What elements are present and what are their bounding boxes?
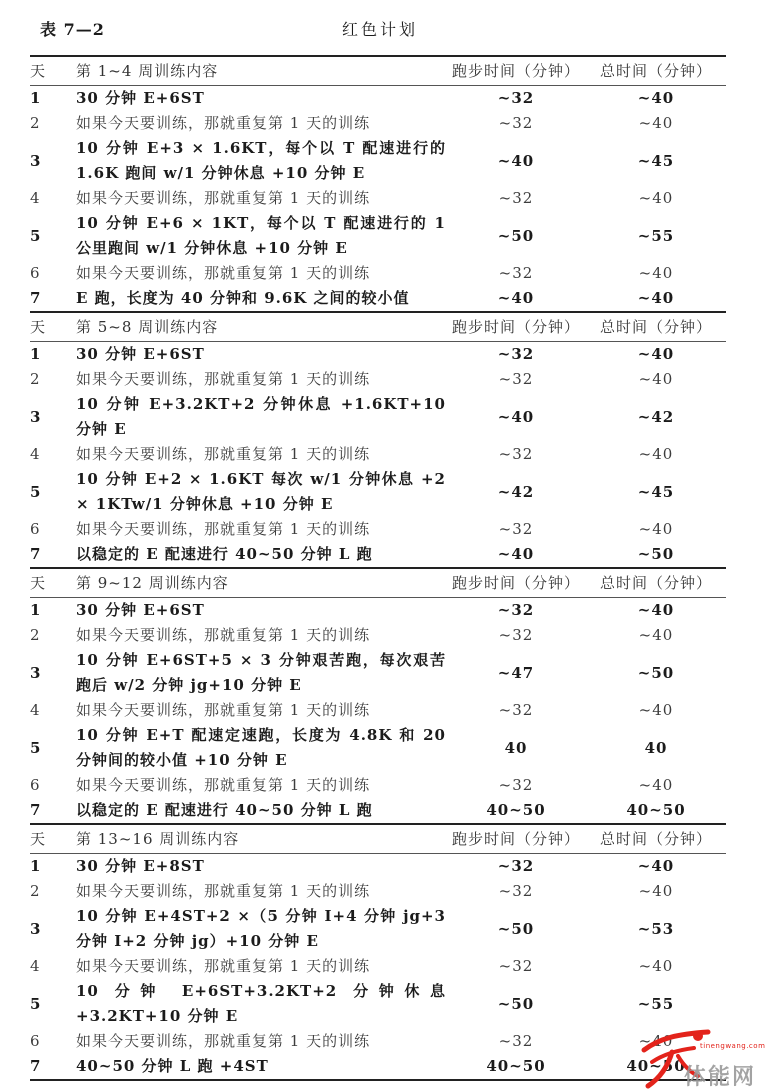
workout-content: 10 分钟 E+2 × 1.6KT 每次 w/1 分钟休息 +2 × 1KTw/1 分钟休息 +10 分钟 E <box>76 470 446 513</box>
day-number: 2 <box>30 626 41 644</box>
table-caption <box>40 19 730 43</box>
day-number: 2 <box>30 114 41 132</box>
table-row <box>30 979 726 1029</box>
run-time-value: ~32 <box>498 882 534 900</box>
weeks-9-12-section <box>30 568 726 824</box>
workout-content: 10 分钟 E+4ST+2 ×（5 分钟 I+4 分钟 jg+3 分钟 I+2 分钟 jg）+10 分钟 E <box>76 907 446 950</box>
workout-content: 如果今天要训练，那就重复第 1 天的训练 <box>76 520 371 538</box>
workout-content: E 跑，长度为 40 分钟和 9.6K 之间的较小值 <box>76 289 410 307</box>
day-number: 1 <box>30 89 42 107</box>
day-number: 2 <box>30 370 41 388</box>
day-column-header: 天 <box>30 312 76 342</box>
run-time-value: ~32 <box>498 626 534 644</box>
workout-content: 如果今天要训练，那就重复第 1 天的训练 <box>76 957 371 975</box>
day-number: 7 <box>30 289 42 307</box>
workout-content: 10 分钟 E+3.2KT+2 分钟休息 +1.6KT+10 分钟 E <box>76 395 446 438</box>
total-time-value: ~40 <box>638 1032 674 1050</box>
day-number: 3 <box>30 919 42 938</box>
workout-content: 如果今天要训练，那就重复第 1 天的训练 <box>76 370 371 388</box>
workout-content: 如果今天要训练，那就重复第 1 天的训练 <box>76 264 371 282</box>
table-row <box>30 136 726 186</box>
workout-content: 如果今天要训练，那就重复第 1 天的训练 <box>76 189 371 207</box>
day-number: 6 <box>30 264 41 282</box>
total-time-value: ~40 <box>637 89 675 107</box>
weeks-1-4-section <box>30 56 726 312</box>
weeks-5-8-section <box>30 312 726 568</box>
total-time-header: 总时间（分钟） <box>586 568 726 598</box>
table-row <box>30 798 726 824</box>
run-time-value: 40~50 <box>446 1054 586 1080</box>
total-time-value: ~40 <box>637 857 675 875</box>
run-time-value: ~40 <box>497 545 535 563</box>
watermark-url: tinengwang.com <box>700 1042 766 1050</box>
table-row <box>30 286 726 312</box>
run-time-value: ~32 <box>498 370 534 388</box>
total-time-value: ~40 <box>638 776 674 794</box>
table-row <box>30 954 726 979</box>
total-time-value: ~40 <box>638 189 674 207</box>
day-number: 1 <box>30 857 42 875</box>
total-time-value: ~40 <box>637 601 675 619</box>
run-time-value: ~40 <box>497 407 535 426</box>
table-row <box>30 367 726 392</box>
run-time-header: 跑步时间（分钟） <box>446 56 586 86</box>
day-number: 4 <box>30 445 41 463</box>
total-time-value: ~50 <box>637 663 675 682</box>
total-time-value: ~40 <box>638 520 674 538</box>
run-time-value: ~32 <box>498 445 534 463</box>
table-row <box>30 467 726 517</box>
day-number: 5 <box>30 482 42 501</box>
run-time-value: ~40 <box>497 289 535 307</box>
total-time-value: ~40 <box>638 370 674 388</box>
run-time-value: ~32 <box>498 114 534 132</box>
day-number: 6 <box>30 776 41 794</box>
total-time-value: ~40 <box>638 445 674 463</box>
section-header-row <box>30 824 726 854</box>
total-time-value: ~50 <box>637 545 675 563</box>
total-time-value: ~40 <box>638 114 674 132</box>
workout-content: 如果今天要训练，那就重复第 1 天的训练 <box>76 114 371 132</box>
day-column-header: 天 <box>30 568 76 598</box>
run-time-value: 40~50 <box>486 801 546 819</box>
workout-content: 如果今天要训练，那就重复第 1 天的训练 <box>76 445 371 463</box>
total-time-value: ~55 <box>637 994 675 1013</box>
day-number: 3 <box>30 407 42 426</box>
total-time-value: ~40 <box>638 957 674 975</box>
workout-content: 10 分钟 E+3 × 1.6KT，每个以 T 配速进行的 1.6K 跑间 w/1 分钟休息 +10 分钟 E <box>76 139 446 182</box>
table-number: 表 7—2 <box>40 20 105 39</box>
run-time-value: ~32 <box>497 857 535 875</box>
day-number: 3 <box>30 663 42 682</box>
watermark-name: 体能网 <box>684 1065 757 1090</box>
section-header-row <box>30 312 726 342</box>
workout-content: 30 分钟 E+6ST <box>76 89 205 107</box>
workout-content: 10 分钟 E+6ST+5 × 3 分钟艰苦跑，每次艰苦跑后 w/2 分钟 jg+10 分钟 E <box>76 651 446 694</box>
day-number: 6 <box>30 1032 41 1050</box>
table-row <box>30 442 726 467</box>
run-time-value: ~47 <box>497 663 535 682</box>
day-column-header: 天 <box>30 824 76 854</box>
total-time-value: ~42 <box>637 407 675 426</box>
total-time-value: ~40 <box>637 345 675 363</box>
total-time-value: ~45 <box>637 482 675 501</box>
run-time-value: ~32 <box>497 345 535 363</box>
workout-content: 如果今天要训练，那就重复第 1 天的训练 <box>76 776 371 794</box>
run-time-value: ~42 <box>497 482 535 501</box>
table-row <box>30 342 726 368</box>
table-row <box>30 879 726 904</box>
total-time-header: 总时间（分钟） <box>586 56 726 86</box>
section-header-row <box>30 56 726 86</box>
weeks-content-header: 第 1~4 周训练内容 <box>76 56 446 86</box>
workout-content: 如果今天要训练，那就重复第 1 天的训练 <box>76 701 371 719</box>
table-row <box>30 598 726 624</box>
weeks-content-header: 第 13~16 周训练内容 <box>76 824 446 854</box>
run-time-value: ~50 <box>497 919 535 938</box>
run-time-value: ~32 <box>498 776 534 794</box>
run-time-value: ~32 <box>498 701 534 719</box>
table-row <box>30 648 726 698</box>
run-time-value: ~32 <box>498 957 534 975</box>
table-row <box>30 773 726 798</box>
red-plan-table <box>30 55 726 1081</box>
total-time-value: ~40 <box>638 264 674 282</box>
watermark-logo <box>638 1026 766 1090</box>
weeks-content-header: 第 9~12 周训练内容 <box>76 568 446 598</box>
day-number: 1 <box>30 601 42 619</box>
day-number: 4 <box>30 189 41 207</box>
run-time-value: ~32 <box>497 601 535 619</box>
table-row <box>30 211 726 261</box>
total-time-value: ~53 <box>637 919 675 938</box>
weeks-content-header: 第 5~8 周训练内容 <box>76 312 446 342</box>
table-row <box>30 542 726 568</box>
day-number: 1 <box>30 345 42 363</box>
day-column-header: 天 <box>30 56 76 86</box>
total-time-value: ~40 <box>638 626 674 644</box>
run-time-value: ~40 <box>497 151 535 170</box>
run-time-value: ~50 <box>497 226 535 245</box>
run-time-value: 40 <box>504 738 528 757</box>
table-row <box>30 904 726 954</box>
workout-content: 如果今天要训练，那就重复第 1 天的训练 <box>76 882 371 900</box>
workout-content: 以稳定的 E 配速进行 40~50 分钟 L 跑 <box>76 801 373 819</box>
day-number: 7 <box>30 545 42 563</box>
table-row <box>30 1029 726 1054</box>
day-number: 4 <box>30 957 41 975</box>
table-row <box>30 623 726 648</box>
total-time-header: 总时间（分钟） <box>586 824 726 854</box>
workout-content: 以稳定的 E 配速进行 40~50 分钟 L 跑 <box>76 545 373 563</box>
table-row <box>30 86 726 112</box>
table-title: 红色计划 <box>342 20 419 39</box>
run-time-value: ~32 <box>498 189 534 207</box>
run-time-header: 跑步时间（分钟） <box>446 824 586 854</box>
day-number: 7 <box>30 1054 76 1080</box>
table-row <box>30 261 726 286</box>
table-row <box>30 186 726 211</box>
workout-content: 如果今天要训练，那就重复第 1 天的训练 <box>76 626 371 644</box>
workout-content: 40~50 分钟 L 跑 +4ST <box>76 1054 446 1080</box>
day-number: 5 <box>30 994 42 1013</box>
workout-content: 30 分钟 E+6ST <box>76 345 205 363</box>
workout-content: 10 分钟 E+T 配速定速跑，长度为 4.8K 和 20 分钟间的较小值 +10 分钟 E <box>76 726 446 769</box>
workout-content: 10 分钟 E+6ST+3.2KT+2 分钟休息 +3.2KT+10 分钟 E <box>76 982 446 1025</box>
run-time-value: ~32 <box>498 264 534 282</box>
table-row <box>30 111 726 136</box>
day-number: 7 <box>30 801 42 819</box>
run-time-value: ~32 <box>498 1032 534 1050</box>
workout-content: 如果今天要训练，那就重复第 1 天的训练 <box>76 1032 371 1050</box>
table-row <box>30 698 726 723</box>
total-time-value: 40~50 <box>586 1054 726 1080</box>
total-time-value: ~45 <box>637 151 675 170</box>
workout-content: 10 分钟 E+6 × 1KT，每个以 T 配速进行的 1 公里跑间 w/1 分钟休息 +10 分钟 E <box>76 214 446 257</box>
total-time-header: 总时间（分钟） <box>586 312 726 342</box>
run-time-value: ~50 <box>497 994 535 1013</box>
run-time-value: ~32 <box>497 89 535 107</box>
day-number: 5 <box>30 738 42 757</box>
run-time-header: 跑步时间（分钟） <box>446 568 586 598</box>
workout-content: 30 分钟 E+6ST <box>76 601 205 619</box>
table-row <box>30 854 726 880</box>
table-row <box>30 392 726 442</box>
day-number: 4 <box>30 701 41 719</box>
section-header-row <box>30 568 726 598</box>
total-time-value: ~40 <box>638 882 674 900</box>
total-time-value: 40 <box>644 738 668 757</box>
run-time-header: 跑步时间（分钟） <box>446 312 586 342</box>
run-time-value: ~32 <box>498 520 534 538</box>
day-number: 6 <box>30 520 41 538</box>
total-time-value: 40~50 <box>626 801 686 819</box>
day-number: 3 <box>30 151 42 170</box>
workout-content: 30 分钟 E+8ST <box>76 857 205 875</box>
table-row <box>30 1054 726 1080</box>
total-time-value: ~40 <box>638 701 674 719</box>
day-number: 2 <box>30 882 41 900</box>
table-row <box>30 723 726 773</box>
day-number: 5 <box>30 226 42 245</box>
weeks-13-16-section <box>30 824 726 1080</box>
total-time-value: ~40 <box>637 289 675 307</box>
table-row <box>30 517 726 542</box>
total-time-value: ~55 <box>637 226 675 245</box>
